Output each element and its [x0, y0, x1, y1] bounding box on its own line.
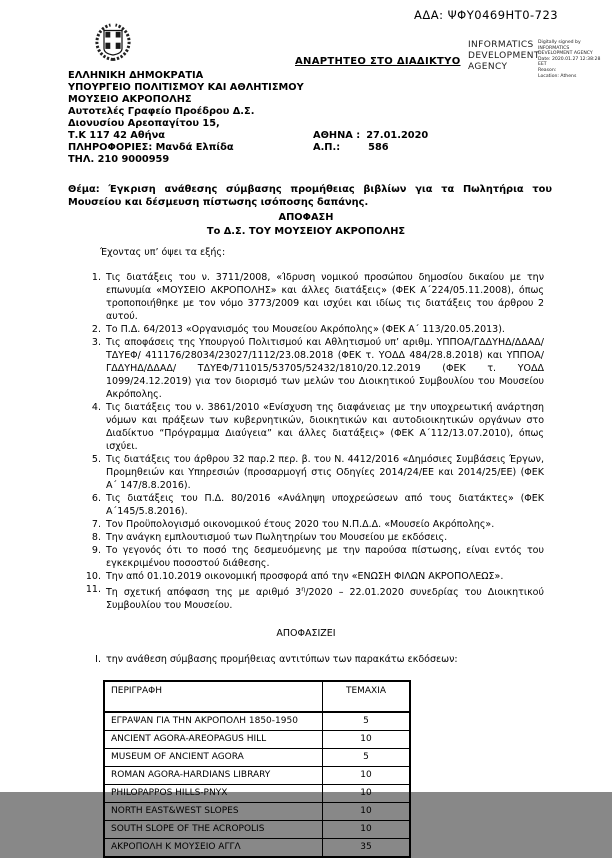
consideration-item: 5. Τις διατάξεις του άρθρου 32 παρ.2 περ. β. του Ν. 4412/2016 «Δημόσιες Συμβάσεις Έργων, Προμηθειών και Υπηρεσιών (προσαρμογή στις Οδηγίες 2014/24/ΕΕ και 2014/25/ΕΕ) (ΦΕΚ Α΄ 147/8.8.2016).: [91, 454, 544, 491]
table-header-row: [104, 681, 410, 712]
table-row: ΑΚΡΟΠΟΛΗ Κ ΜΟΥΣΕΙΟ ΑΓΓΛ 35: [104, 839, 410, 858]
table-row: ROMAN AGORA-HARDIANS LIBRARY 10: [104, 767, 410, 785]
hellenic-coat-of-arms-icon: [91, 21, 135, 65]
signature-detail-line: Location: Athens: [538, 73, 577, 79]
consideration-item: 7. Τον Προϋπολογισμό οικονομικού έτους 2020 του Ν.Π.Δ.Δ. «Μουσείο Ακρόπολης».: [91, 519, 495, 530]
letterhead-line: Αυτοτελές Γραφείο Προέδρου Δ.Σ.: [68, 106, 255, 117]
signature-detail-line: Digitally signed by: [538, 40, 581, 45]
consideration-item: 4. Τις διατάξεις του ν. 3861/2010 «Ενίσχυση της διαφάνειας με την υποχρεωτική ανάρτηση νόμων και πράξεων των κυβερνητικών, διοικητικών και αυτοδιοικητικών οργάνων στο Διαδίκτυο “Πρόγραμμα Διαύγεια” και άλλες διατάξεις» (ΦΕΚ Α΄112/13.07.2010), όπως ισχύει.: [91, 402, 544, 452]
letterhead-line-address: [68, 130, 544, 142]
subject-line: Θέμα: Έγκριση ανάθεσης σύμβασης προμήθειας βιβλίων για τα Πωλητήρια του Μουσείου και δέσμευση πίστωσης ισόποσης δαπάνης.: [68, 184, 552, 208]
coat-of-arms-svg: [91, 21, 135, 65]
signature-detail-line: Reason:: [538, 67, 557, 73]
table-row: PHILOPAPPOS HILLS-PNYX 10: [104, 785, 410, 803]
column-header-quantity: ΤΕΜΑΧΙΑ: [323, 681, 411, 712]
decision-subtitle: Το Δ.Σ. ΤΟΥ ΜΟΥΣΕΙΟΥ ΑΚΡΟΠΟΛΗΣ: [206, 226, 406, 237]
letterhead-line: Διονυσίου Αρεοπαγίτου 15,: [68, 118, 220, 129]
consideration-item: 3. Τις αποφάσεις της Υπουργού Πολιτισμού και Αθλητισμού υπ’ αριθμ. ΥΠΠΟΑ/ΓΔΔΥΗΔ/ΔΔΑΔ/ΤΔΥΕΦ/ 411176/28034/23027/1112/23.08.2018 (ΦΕΚ τ. ΥΟΔΔ 484/28.8.2018) και ΥΠΠΟΑ/ΓΔΔΥΗΔ/ΔΔΑΔ/ ΤΔΥΕΦ/711015/53705/52432/1810/20.12.2019 (ΦΕΚ τ. ΥΟΔΔ 1099/24.12.2019) για τον διορισμό των μελών του Διοικητικού Συμβουλίου του Μουσείου Ακρόπολης.: [91, 337, 544, 400]
table-row: ANCIENT AGORA-AREOPAGUS HILL 10: [104, 731, 410, 749]
consideration-item: 2. Το Π.Δ. 64/2013 «Οργανισμός του Μουσείου Ακρόπολης» (ΦΕΚ Α΄ 113/20.05.2013).: [91, 324, 505, 335]
table-row: NORTH EAST&WEST SLOPES 10: [104, 803, 410, 821]
operative-item: I. την ανάθεση σύμβασης προμήθειας αντιτύπων των παρακάτω εκδόσεων:: [95, 654, 458, 666]
signature-detail-line: EET: [538, 62, 547, 68]
operative-verb: ΑΠΟΦΑΣΙΖΕΙ: [276, 628, 336, 640]
consideration-item: 10. Την από 01.10.2019 οικονομική προσφορά από την «ΕΝΩΣΗ ΦΙΛΩΝ ΑΚΡΟΠΟΛΕΩΣ».: [85, 571, 504, 582]
table-row: SOUTH SLOPE OF THE ACROPOLIS 10: [104, 821, 410, 839]
consideration-item: 8. Την ανάγκη εμπλουτισμού των Πωλητηρίων του Μουσείου με εκδόσεις.: [91, 532, 448, 543]
letterhead-contact: ΠΛΗΡΟΦΟΡΙΕΣ: Μανδά Ελπίδα: [68, 142, 234, 153]
preamble: Έχοντας υπ’ όψει τα εξής:: [100, 247, 226, 258]
column-header-description: ΠΕΡΙΓΡΑΦΗ: [104, 681, 323, 712]
decision-heading: [0, 211, 612, 239]
signature-detail-line: Date: 2020.01.27 12:38:28: [538, 56, 601, 62]
decision-title: ΑΠΟΦΑΣΗ: [278, 212, 334, 223]
protocol-number: Α.Π.: 586: [313, 142, 389, 153]
consideration-item: 6. Τις διατάξεις του Π.Δ. 80/2016 «Ανάληψη υποχρεώσεων από τους διατάκτες» (ΦΕΚ Α΄145/5.8.2016).: [91, 493, 544, 517]
publish-notice: ΑΝΑΡΤΗΤΕΟ ΣΤΟ ΔΙΑΔΙΚΤΥΟ: [295, 56, 461, 67]
letterhead-line: ΤΗΛ. 210 9000959: [68, 154, 170, 165]
consideration-item: 1. Τις διατάξεις του ν. 3711/2008, «Ίδρυση νομικού προσώπου δημοσίου δικαίου με την επωνυμία «ΜΟΥΣΕΙΟ ΑΚΡΟΠΟΛΗΣ» και άλλες διατάξεις» (ΦΕΚ Α΄224/05.11.2008), όπως τροποποιήθηκε με τον νόμο 3773/2009 και ισχύει και ιδίως τις διατάξεις του άρθρου 2 αυτού.: [91, 272, 544, 322]
letterhead-line: ΥΠΟΥΡΓΕΙΟ ΠΟΛΙΤΙΣΜΟΥ ΚΑΙ ΑΘΛΗΤΙΣΜΟΥ: [68, 82, 304, 93]
books-table: [103, 680, 411, 858]
signature-detail-line: INFORMATICS: [538, 45, 570, 51]
letterhead-address: Τ.Κ 117 42 Αθήνα: [68, 130, 166, 141]
signature-details: [538, 40, 608, 79]
document-date: ΑΘΗΝΑ : 27.01.2020: [313, 130, 429, 141]
letterhead-line: ΜΟΥΣΕΙΟ ΑΚΡΟΠΟΛΗΣ: [68, 94, 192, 105]
signature-detail-line: DEVELOPMENT AGENCY: [538, 51, 593, 57]
signature-agency-name: INFORMATICS DEVELOPMENT AGENCY: [468, 40, 540, 72]
table-row: MUSEUM OF ANCIENT AGORA 5: [104, 749, 410, 767]
consideration-item: 9. Το γεγονός ότι το ποσό της δεσμευόμενης με την παρούσα πίστωσης, είναι εντός του εγκεκριμένου ποσοστού διάθεσης.: [91, 545, 544, 569]
table-row: ΕΓΡΑΨΑΝ ΓΙΑ ΤΗΝ ΑΚΡΟΠΟΛΗ 1850-1950 5: [104, 712, 410, 731]
letterhead-line: ΕΛΛΗΝΙΚΗ ΔΗΜΟΚΡΑΤΙΑ: [68, 70, 204, 81]
document-body: [68, 246, 544, 858]
ada-code: ΑΔΑ: ΨΦΥ0469ΗΤ0-723: [414, 8, 559, 22]
letterhead-line-contact: [68, 142, 544, 154]
consideration-item: 11. Τη σχετική απόφαση της με αριθμό $3^\eta/2020 - 22.01.2020$ συνεδρίας του Διοικητικού Συμβουλίου του Μουσείου.: [85, 584, 544, 612]
letterhead: [68, 70, 544, 166]
